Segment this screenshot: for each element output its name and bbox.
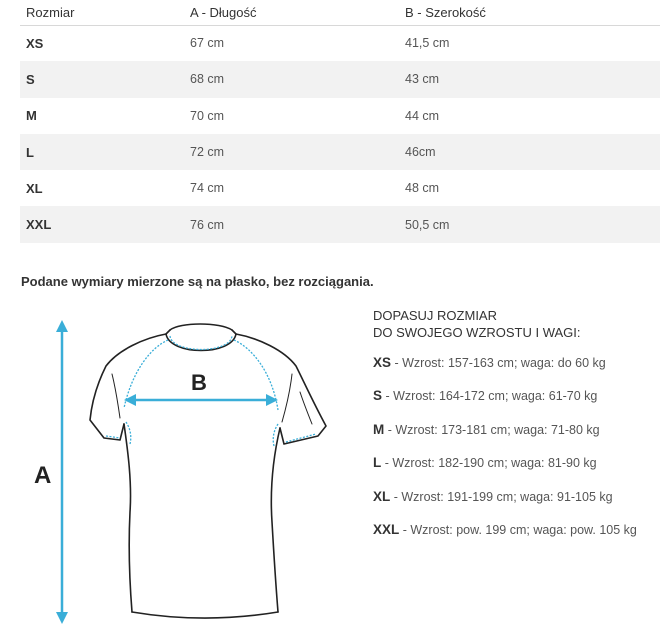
table-header-row — [20, 0, 660, 25]
column-header-length: A - Długość — [190, 0, 405, 25]
size-cell: S — [20, 61, 190, 97]
fit-size: L — [373, 455, 382, 471]
fit-detail: - Wzrost: 182-190 cm; waga: 81-90 kg — [381, 456, 597, 471]
width-cell: 50,5 cm — [405, 206, 660, 242]
fit-size: S — [373, 388, 383, 404]
length-cell: 72 cm — [190, 134, 405, 170]
table-row — [20, 98, 660, 134]
table-row — [20, 61, 660, 97]
fit-guide-heading-line2: DO SWOJEGO WZROSTU I WAGI: — [373, 325, 581, 340]
list-item — [373, 454, 663, 487]
size-cell: XS — [26, 35, 44, 51]
fit-detail: - Wzrost: 157-163 cm; waga: do 60 kg — [391, 356, 606, 370]
width-arrow — [124, 394, 278, 406]
measurement-note: Podane wymiary mierzone są na płasko, bez rozciągania. — [21, 274, 374, 289]
tshirt-illustration — [20, 312, 350, 626]
size-cell: XXL — [20, 206, 190, 242]
width-cell: 41,5 cm — [405, 36, 450, 51]
fit-size: XL — [373, 488, 391, 504]
table-row — [20, 134, 660, 170]
list-item — [373, 488, 663, 521]
fit-size: XS — [373, 355, 392, 370]
list-item — [373, 387, 663, 420]
fit-size: M — [373, 421, 385, 437]
fit-guide-list — [373, 354, 663, 554]
fit-size: XXL — [373, 521, 400, 537]
column-header-width: B - Szerokość — [405, 0, 660, 25]
width-cell: 46cm — [405, 134, 660, 170]
tshirt-diagram — [20, 312, 350, 626]
fit-detail: - Wzrost: 191-199 cm; waga: 91-105 kg — [390, 489, 613, 504]
size-cell: M — [26, 108, 37, 124]
size-cell: XL — [26, 180, 43, 196]
length-cell: 68 cm — [190, 61, 405, 97]
table-row — [20, 170, 660, 206]
length-arrow — [56, 320, 68, 624]
size-table — [20, 0, 660, 243]
width-cell: 43 cm — [405, 61, 660, 97]
length-cell: 67 cm — [190, 36, 225, 51]
length-cell: 70 cm — [190, 108, 225, 123]
list-item — [373, 421, 663, 454]
length-cell: 76 cm — [190, 206, 405, 242]
width-cell: 44 cm — [405, 108, 440, 123]
column-header-size: Rozmiar — [20, 0, 190, 25]
fit-guide-heading-line1: DOPASUJ ROZMIAR — [373, 308, 497, 323]
table-row — [20, 25, 660, 61]
fit-detail: - Wzrost: pow. 199 cm; waga: pow. 105 kg — [399, 522, 637, 537]
raglan-seams — [106, 336, 316, 446]
fit-detail: - Wzrost: 173-181 cm; waga: 71-80 kg — [384, 422, 600, 437]
table-row — [20, 206, 660, 242]
tshirt-shape — [90, 324, 326, 618]
size-cell: L — [20, 134, 190, 170]
fit-guide — [373, 307, 663, 554]
list-item — [373, 354, 663, 387]
list-item — [373, 521, 663, 554]
width-label: B — [191, 370, 207, 395]
width-cell: 48 cm — [405, 181, 440, 196]
fit-detail: - Wzrost: 164-172 cm; waga: 61-70 kg — [382, 389, 598, 404]
length-label: A — [34, 462, 52, 489]
fit-guide-heading — [373, 307, 663, 341]
length-cell: 74 cm — [190, 181, 225, 196]
